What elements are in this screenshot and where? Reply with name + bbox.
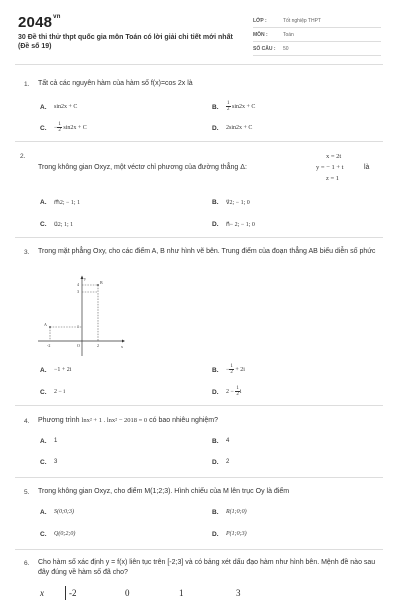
question-divider <box>15 477 383 478</box>
option-letter[interactable]: D. <box>212 531 219 538</box>
coordinate-graph <box>36 274 126 358</box>
divider <box>253 41 381 42</box>
question-text: Trong không gian Oxyz, cho điểm M(1;2;3). Hình chiếu của M lên trục Oy là điểm <box>38 488 290 495</box>
option-letter[interactable]: B. <box>212 104 219 111</box>
option-letter[interactable]: B. <box>212 367 219 374</box>
question-divider <box>15 405 383 406</box>
tick-label: 2 <box>97 343 99 348</box>
question-number: 4. <box>24 418 30 425</box>
meta-class-value: Tốt nghiệp THPT <box>283 18 321 24</box>
option-letter[interactable]: B. <box>212 438 219 445</box>
site-logo[interactable] <box>18 14 61 31</box>
option-text[interactable]: 2 − $\frac{1}{2}$ i <box>226 386 242 397</box>
equation-line: y = − 1 + t <box>316 164 344 171</box>
question-text: Trong không gian Oxyz, một véctơ chỉ phương của đường thẳng Δ: <box>38 164 247 171</box>
option-text[interactable]: R(1;0;0) <box>226 509 247 515</box>
option-text[interactable]: Q(0;2;0) <box>54 531 76 537</box>
option-letter[interactable]: A. <box>40 367 47 374</box>
logo-text: 2048 <box>18 14 53 31</box>
fraction: $\frac{1}{2}$ <box>236 386 239 397</box>
option-letter[interactable]: A. <box>40 199 47 206</box>
equation-line: x = 2t <box>326 153 342 160</box>
option-letter[interactable]: D. <box>212 459 219 466</box>
equation: lnx² + 1 . lnx² − 2018 = 0 <box>81 417 148 424</box>
question-suffix: là <box>364 164 370 171</box>
option-text[interactable]: $\frac{1}{2}$ sin2x + C <box>227 101 256 112</box>
option-text[interactable]: 3 <box>54 459 58 465</box>
tick-label: 3 <box>77 289 79 294</box>
question-divider <box>15 549 383 550</box>
fraction: $\frac{1}{2}$ <box>58 122 61 133</box>
table-cell: 0 <box>125 588 130 598</box>
option-letter[interactable]: D. <box>212 389 219 396</box>
option-text[interactable]: 4 <box>226 438 230 444</box>
option-letter[interactable]: C. <box>40 125 47 132</box>
question-divider <box>15 141 383 142</box>
option-letter[interactable]: B. <box>212 199 219 206</box>
question-text: Tất cả các nguyên hàm của hàm số f(x)=cos 2x là <box>38 80 193 87</box>
fraction: $\frac{1}{2}$ <box>227 101 230 112</box>
divider <box>253 27 381 28</box>
option-text[interactable]: sin2x + C <box>54 104 78 110</box>
question-number: 6. <box>24 560 30 567</box>
table-cell: 3 <box>236 588 241 598</box>
option-letter[interactable]: A. <box>40 438 47 445</box>
option-letter[interactable]: C. <box>40 459 47 466</box>
option-letter[interactable]: A. <box>40 509 47 516</box>
option-letter[interactable]: D. <box>212 125 219 132</box>
option-letter[interactable]: C. <box>40 389 47 396</box>
tick-label: 4 <box>77 282 79 287</box>
option-text[interactable]: m⃗2; − 1; 1 <box>54 200 81 206</box>
x-axis-arrow <box>122 340 125 343</box>
option-text[interactable]: − $\frac{1}{2}$ sin2x + C <box>54 122 87 133</box>
question-number: 1. <box>24 81 30 88</box>
option-text[interactable]: P(1;0;3) <box>226 531 247 537</box>
question-text: Trong mặt phẳng Oxy, cho các điểm A, B như hình vẽ bên. Trung điểm của đoạn thẳng AB biểu diễn số phức <box>38 248 376 255</box>
fraction: $\frac{1}{2}$ <box>230 364 233 375</box>
table-cell: 1 <box>179 588 184 598</box>
option-text[interactable]: n⃗− 2; − 1; 0 <box>226 222 255 228</box>
point-b <box>97 284 99 286</box>
tick-label: 1 <box>77 324 79 329</box>
meta-subject-value: Toán <box>283 32 294 38</box>
equation-line: z = 1 <box>326 175 340 182</box>
option-letter[interactable]: A. <box>40 104 47 111</box>
option-letter[interactable]: B. <box>212 509 219 516</box>
question-text: Phương trình lnx² + 1 . lnx² − 2018 = 0 có bao nhiêu nghiệm? <box>38 417 219 424</box>
option-text[interactable]: 2sin2x + C <box>226 125 253 131</box>
header-divider <box>15 64 383 65</box>
option-text[interactable]: u⃗2; 1; 1 <box>54 222 74 228</box>
table-header: x <box>40 588 44 598</box>
option-letter[interactable]: C. <box>40 221 47 228</box>
option-letter[interactable]: D. <box>212 221 219 228</box>
option-letter[interactable]: C. <box>40 531 47 538</box>
option-text[interactable]: −1 + 2i <box>54 367 72 373</box>
question-divider <box>15 237 383 238</box>
option-text[interactable]: 2 − i <box>54 389 66 395</box>
point-a <box>49 326 51 328</box>
option-text[interactable]: 1 <box>54 438 58 444</box>
option-text[interactable]: S(0;0;3) <box>54 509 74 515</box>
divider <box>253 55 381 56</box>
option-text[interactable]: v⃗2; − 1; 0 <box>226 200 250 206</box>
x-axis-label: x <box>121 344 123 349</box>
meta-count-label: SỐ CÂU : <box>253 46 276 52</box>
meta-subject-label: MÔN : <box>253 32 268 38</box>
point-a-label: A <box>44 322 47 327</box>
logo-suffix: vn <box>53 14 61 20</box>
question-number: 3. <box>24 249 30 256</box>
point-b-label: B <box>100 280 103 285</box>
meta-class-label: LỚP : <box>253 18 267 24</box>
document-title: 30 Đề thi thử thpt quốc gia môn Toán có lời giải chi tiết mới nhất (Đề số 19) <box>18 34 233 50</box>
table-cell: -2 <box>69 588 77 598</box>
question-number: 5. <box>24 489 30 496</box>
option-text[interactable]: − $\frac{1}{2}$ + 2i <box>226 364 245 375</box>
y-axis-label: y <box>84 276 86 281</box>
option-text[interactable]: 2 <box>226 459 230 465</box>
meta-count-value: 50 <box>283 46 289 52</box>
table-divider <box>65 586 66 600</box>
question-text: Cho hàm số xác định y = f(x) liên tục trên [-2;3] và có bảng xét dấu đạo hàm như hình bên. Mệnh đề nào sau đây đúng về hàm số đã cho? <box>38 559 376 576</box>
tick-label: -2 <box>47 343 51 348</box>
origin-label: O <box>77 343 80 348</box>
question-number: 2. <box>20 153 26 160</box>
